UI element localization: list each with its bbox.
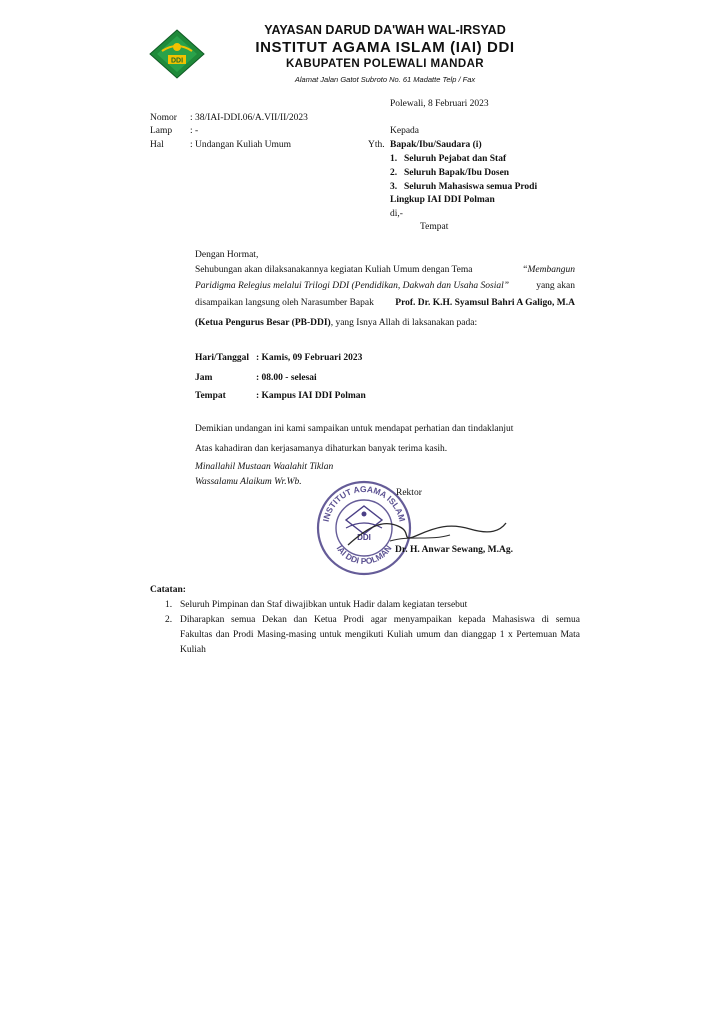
schedule-place-value: : Kampus IAI DDI Polman <box>256 391 366 401</box>
svg-text:IAI DDI POLMAN: IAI DDI POLMAN <box>334 543 394 567</box>
body-line-4 <box>195 318 477 328</box>
hal-value: : Undangan Kuliah Umum <box>190 140 292 150</box>
svg-text:DDI: DDI <box>357 533 371 542</box>
note-item-line: Diharapkan semua Dekan dan Ketua Prodi agar menyampaikan kepada Mahasiswa di semua <box>180 615 580 625</box>
salutation: Dengan Hormat, <box>195 250 259 260</box>
body-text: , yang Isnya Allah di laksanakan pada: <box>330 318 478 328</box>
nomor-value: : 38/IAI-DDI.06/A.VII/II/2023 <box>190 113 308 123</box>
recipient-yth: Yth. <box>368 140 385 150</box>
closing-arabic-1: Minallahil Mustaan Waalahit Tiklan <box>195 462 334 472</box>
closing-line-2: Atas kahadiran dan kerjasamanya dihaturkan banyak terima kasih. <box>195 444 448 454</box>
signatory-name: Dr. H. Anwar Sewang, M.Ag. <box>395 545 513 555</box>
closing-line-1: Demikian undangan ini kami sampaikan untuk mendapat perhatian dan tindaklanjut <box>195 424 514 434</box>
note-num: 1. <box>165 600 173 610</box>
recipient-kepada: Kepada <box>390 126 420 136</box>
hal-label: Hal <box>150 140 164 150</box>
institute-name: INSTITUT AGAMA ISLAM (IAI) DDI <box>255 39 515 56</box>
recipient-item-num: 1. <box>390 154 398 164</box>
body-text: yang akan <box>536 281 575 291</box>
speaker-role: (Ketua Pengurus Besar (PB-DDI) <box>195 318 331 328</box>
notes-title: Catatan: <box>150 585 186 595</box>
recipient-scope: Lingkup IAI DDI Polman <box>390 195 495 205</box>
nomor-label: Nomor <box>150 113 177 123</box>
schedule-place-label: Tempat <box>195 391 226 401</box>
lamp-value: : - <box>190 126 199 136</box>
recipient-tempat: Tempat <box>420 222 449 232</box>
body-text: disampaikan langsung oleh Narasumber Bapak <box>195 298 374 308</box>
regency-name: KABUPATEN POLEWALI MANDAR <box>285 58 485 70</box>
institution-logo <box>148 29 206 79</box>
body-text: Sehubungan akan dilaksanakannya kegiatan Kuliah Umum dengan Tema <box>195 265 473 275</box>
institution-address: Alamat Jalan Gatot Subroto No. 61 Madatte Telp / Fax <box>294 75 476 84</box>
svg-text:DDI: DDI <box>170 57 184 65</box>
schedule-day-value: : Kamis, 09 Februari 2023 <box>256 353 363 363</box>
signatory-role: Rektor <box>396 488 422 498</box>
recipient-item-num: 3. <box>390 182 398 192</box>
foundation-name: YAYASAN DARUD DA'WAH WAL-IRSYAD <box>264 23 506 37</box>
place-date: Polewali, 8 Februari 2023 <box>390 99 489 109</box>
recipient-item: Seluruh Bapak/Ibu Dosen <box>404 168 510 178</box>
recipient-item: Seluruh Pejabat dan Staf <box>404 154 507 164</box>
body-line-3 <box>195 298 575 308</box>
lamp-label: Lamp <box>150 126 173 136</box>
note-item-line: Kuliah <box>180 645 206 655</box>
theme-title: “Membangun <box>522 265 575 275</box>
svg-text:INSTITUT AGAMA ISLAM: INSTITUT AGAMA ISLAM <box>320 483 408 523</box>
speaker-name: Prof. Dr. K.H. Syamsul Bahri A Galigo, M.A <box>395 298 575 308</box>
recipient-title: Bapak/Ibu/Saudara (i) <box>390 140 482 150</box>
note-item: Seluruh Pimpinan dan Staf diwajibkan untuk Hadir dalam kegiatan tersebut <box>180 600 468 610</box>
note-num: 2. <box>165 615 173 625</box>
schedule-time-label: Jam <box>195 373 213 383</box>
closing-arabic-2: Wassalamu Alaikum Wr.Wb. <box>195 477 302 487</box>
schedule-time-value: : 08.00 - selesai <box>256 373 317 383</box>
theme-title: Paridigma Relegius melalui Trilogi DDI (Pendidikan, Dakwah dan Usaha Sosial” <box>195 281 510 291</box>
recipient-item: Seluruh Mahasiswa semua Prodi <box>404 182 538 192</box>
recipient-di: di,- <box>390 209 403 219</box>
recipient-item-num: 2. <box>390 168 398 178</box>
schedule-day-label: Hari/Tanggal <box>195 353 250 363</box>
note-item-line: Fakultas dan Prodi Masing-masing untuk mengikuti Kuliah umum dan dianggap 1 x Pertemuan Mata <box>180 630 580 640</box>
body-line-2 <box>195 281 575 291</box>
body-line-1 <box>195 265 575 275</box>
